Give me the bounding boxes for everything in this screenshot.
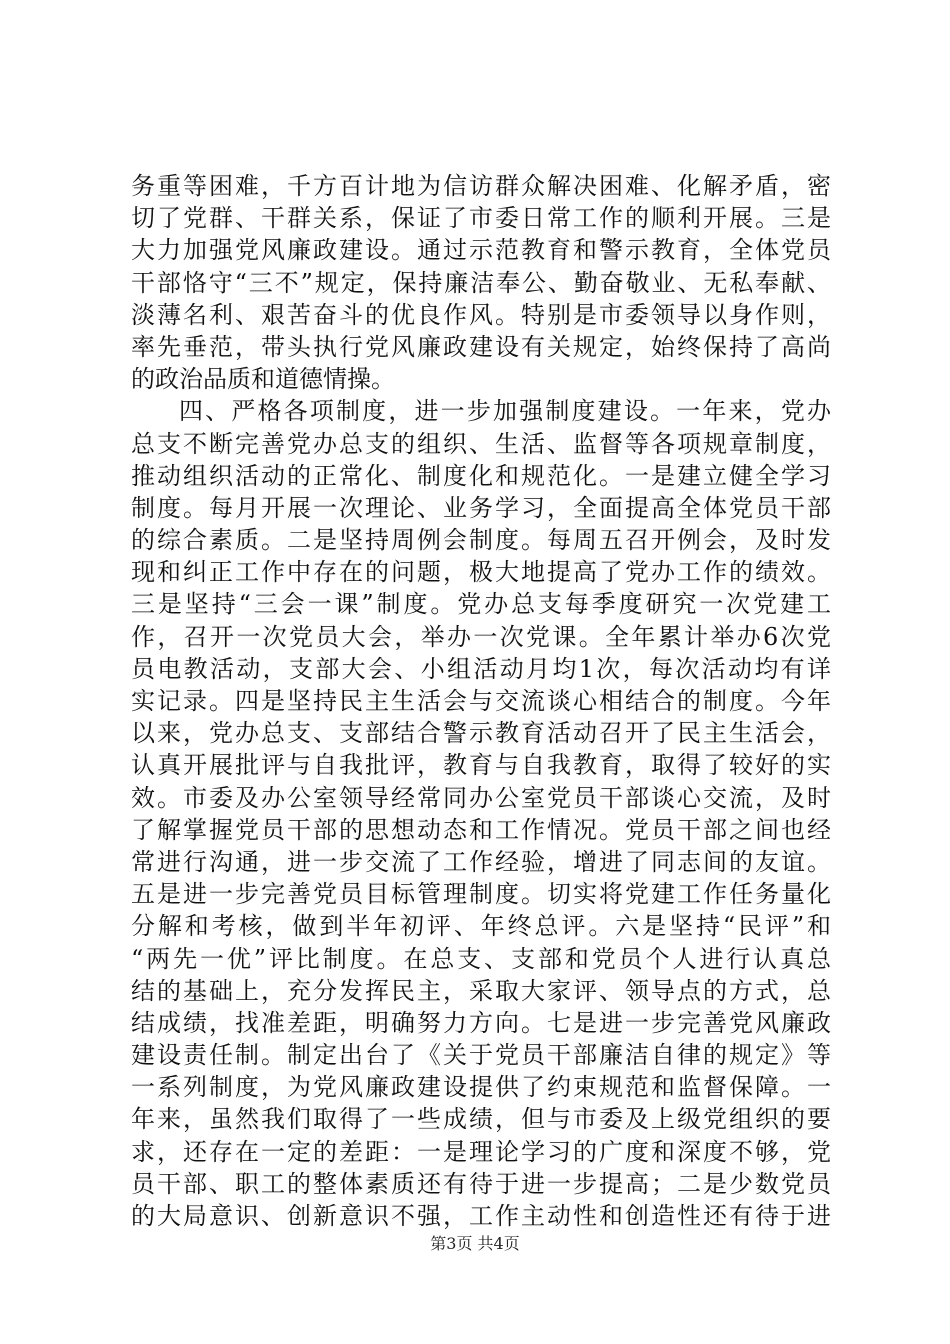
- text-line: 现和纠正工作中存在的问题，极大地提高了党办工作的绩效。: [131, 558, 831, 587]
- text-line: 三是坚持“三会一课”制度。党办总支每季度研究一次党建工: [131, 590, 831, 619]
- text-line: 了解掌握党员干部的思想动态和工作情况。党员干部之间也经: [131, 815, 831, 844]
- text-line: 结成绩，找准差距，明确努力方向。七是进一步完善党风廉政: [131, 1008, 831, 1037]
- text-line: 认真开展批评与自我批评，教育与自我教育，取得了较好的实: [131, 751, 831, 780]
- text-line: 干部恪守“三不”规定，保持廉洁奉公、勤奋敬业、无私奉献、: [131, 268, 831, 297]
- text-line: 分解和考核，做到半年初评、年终总评。六是坚持“民评”和: [131, 912, 831, 941]
- text-line: 年来，虽然我们取得了一些成绩，但与市委及上级党组织的要: [131, 1105, 831, 1134]
- text-line: 的大局意识、创新意识不强，工作主动性和创造性还有待于进: [131, 1202, 831, 1230]
- text-line: 员干部、职工的整体素质还有待于进一步提高；二是少数党员: [131, 1169, 831, 1198]
- text-line: 的政治品质和道德情操。: [131, 365, 395, 394]
- body-text: [131, 170, 831, 1232]
- text-line: 实记录。四是坚持民主生活会与交流谈心相结合的制度。今年: [131, 687, 831, 715]
- text-line: 推动组织活动的正常化、制度化和规范化。一是建立健全学习: [131, 461, 831, 490]
- text-line: 建设责任制。制定出台了《关于党员干部廉洁自律的规定》等: [131, 1041, 831, 1070]
- text-line: 总支不断完善党办总支的组织、生活、监督等各项规章制度，: [131, 429, 831, 458]
- text-line: “两先一优”评比制度。在总支、支部和党员个人进行认真总: [131, 944, 831, 973]
- text-line: 员电教活动，支部大会、小组活动月均1次，每次活动均有详: [131, 654, 831, 683]
- text-line: 制度。每月开展一次理论、业务学习，全面提高全体党员干部: [131, 493, 831, 522]
- text-line: 的综合素质。二是坚持周例会制度。每周五召开例会，及时发: [131, 526, 831, 555]
- text-line: 切了党群、干群关系，保证了市委日常工作的顺利开展。三是: [131, 204, 831, 233]
- text-line: 大力加强党风廉政建设。通过示范教育和警示教育，全体党员: [131, 236, 831, 265]
- text-line: 求，还存在一定的差距：一是理论学习的广度和深度不够，党: [131, 1137, 831, 1166]
- text-line: 结的基础上，充分发挥民主，采取大家评、领导点的方式，总: [131, 976, 831, 1005]
- text-line: 一系列制度，为党风廉政建设提供了约束规范和监督保障。一: [131, 1073, 831, 1102]
- text-line: 五是进一步完善党员目标管理制度。切实将党建工作任务量化: [131, 880, 831, 909]
- text-line: 效。市委及办公室领导经常同办公室党员干部谈心交流，及时: [131, 783, 831, 812]
- text-line: 作，召开一次党员大会，举办一次党课。全年累计举办6次党: [131, 622, 831, 651]
- text-line: 务重等困难，千方百计地为信访群众解决困难、化解矛盾，密: [131, 172, 831, 200]
- text-line: 以来，党办总支、支部结合警示教育活动召开了民主生活会，: [131, 719, 831, 748]
- text-line: 率先垂范，带头执行党风廉政建设有关规定，始终保持了高尚: [131, 332, 831, 361]
- text-line: 淡薄名利、艰苦奋斗的优良作风。特别是市委领导以身作则，: [131, 300, 831, 329]
- text-line: 常进行沟通，进一步交流了工作经验，增进了同志间的友谊。: [131, 847, 831, 876]
- page-number-footer: 第3页 共4页: [430, 1234, 520, 1253]
- paragraph-start-line: 四、严格各项制度，进一步加强制度建设。一年来，党办: [179, 397, 831, 426]
